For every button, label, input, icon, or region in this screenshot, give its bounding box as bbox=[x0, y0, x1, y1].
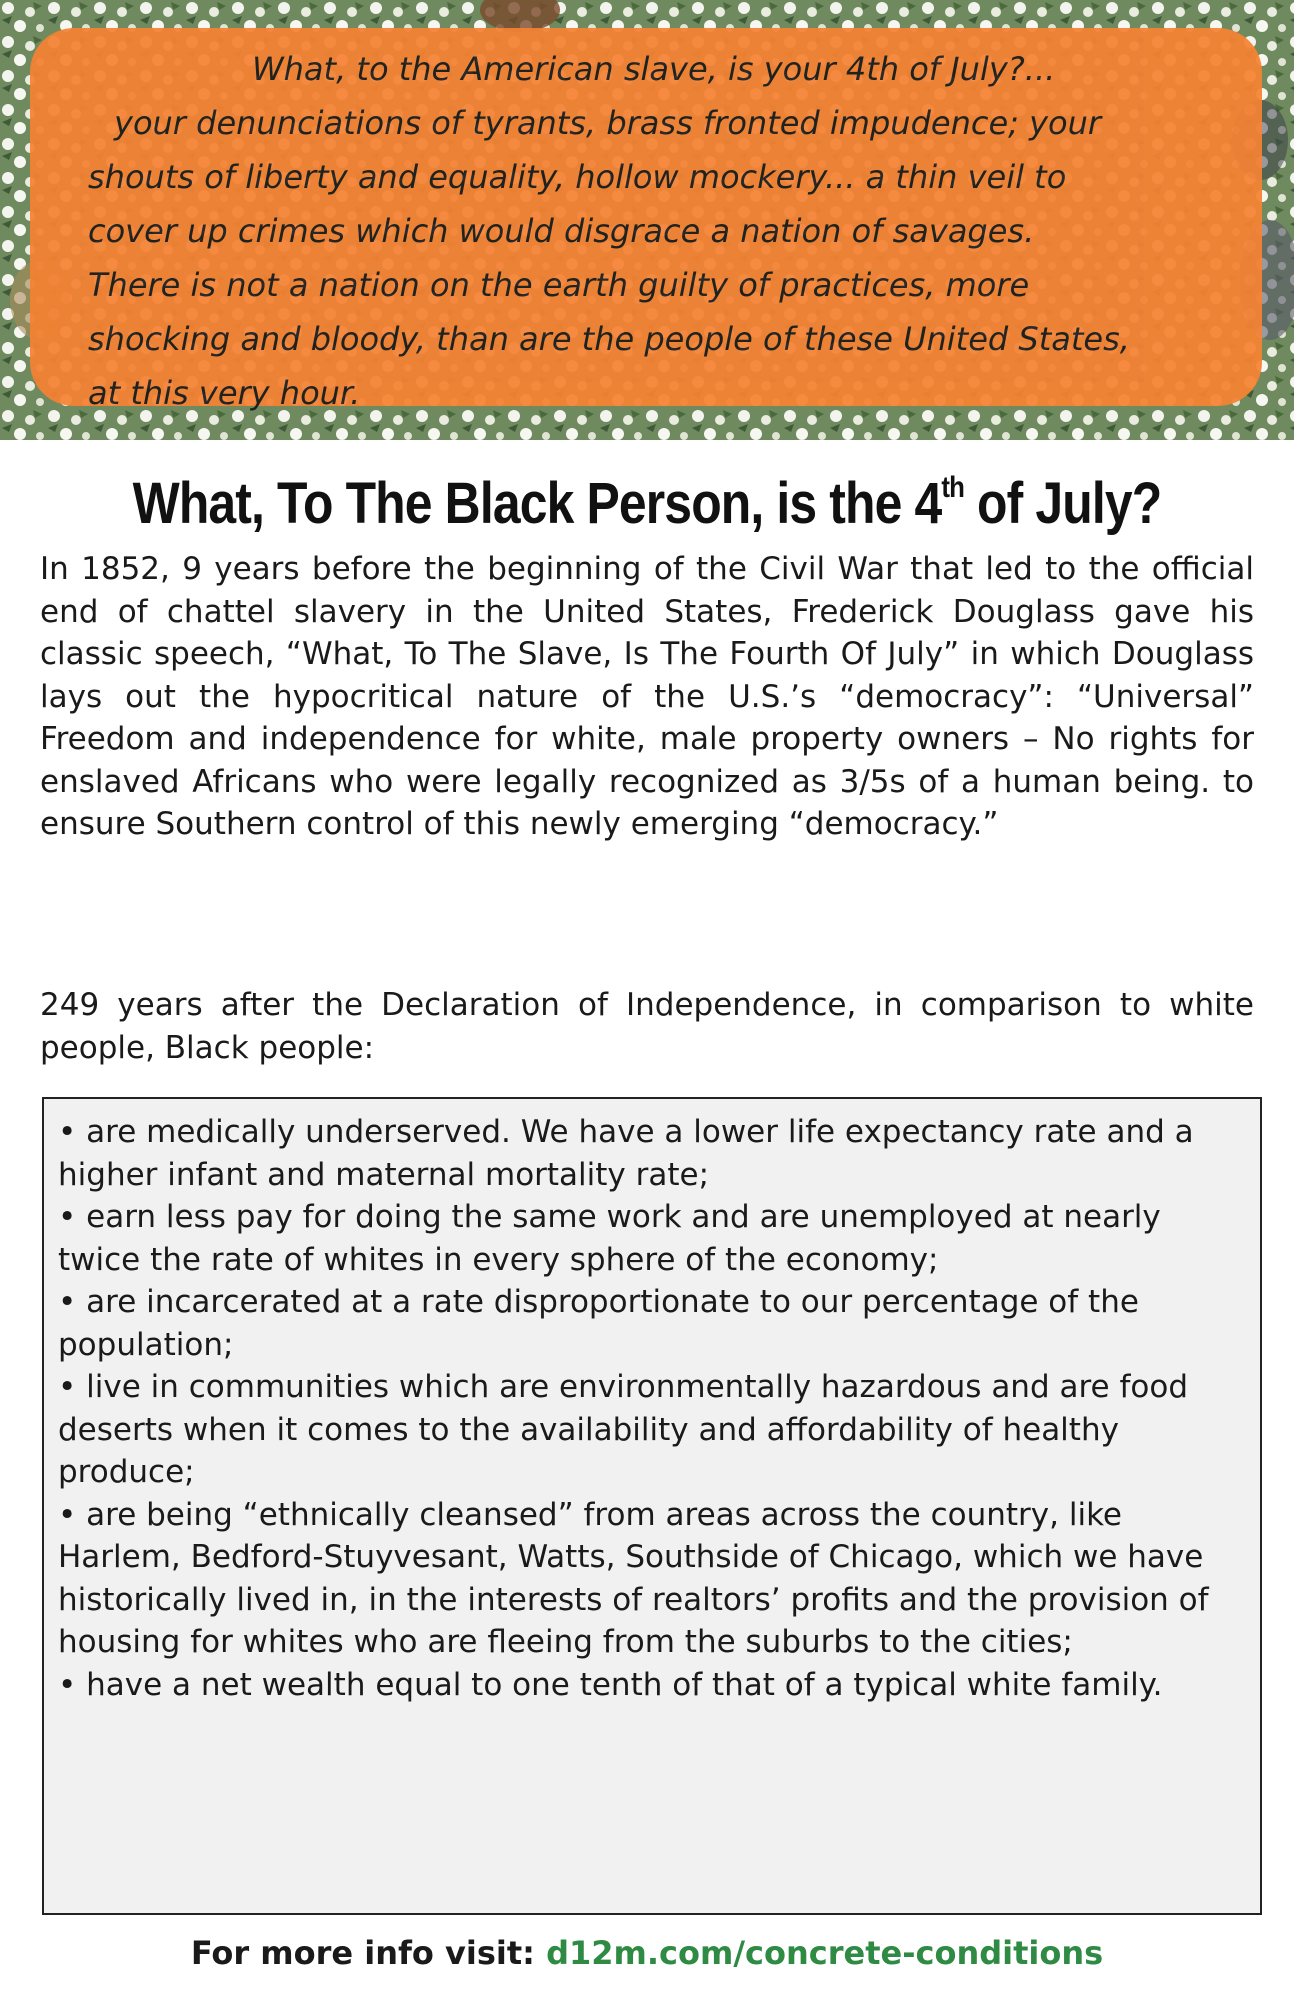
quote-line: shocking and bloody, than are the people of these United States, bbox=[88, 320, 1130, 358]
quote-line: What, to the American slave, is your 4th of July?... bbox=[252, 50, 1056, 88]
intro-paragraph: In 1852, 9 years before the beginning of the Civil War that led to the official end of chattel slavery in the United States, Frederick Douglass gave his classic speech, “What, To The Slave, Is The Fourth Of July” in which Douglass lays out the hypocritical nature of the U.S.’s “democracy”: “Universal” Freedom and independence for white, male property owners – No rights for enslaved Africans who were legally recognized as 3/5s of a human being. to ensure Southern control of this newly emerging “democracy.” bbox=[40, 551, 1254, 842]
quote-line: shouts of liberty and equality, hollow mockery... a thin veil to bbox=[88, 158, 1067, 196]
title-tail: of July? bbox=[964, 471, 1162, 536]
list-item: • are medically underserved. We have a lower life expectancy rate and a higher infant and maternal mortality rate; bbox=[58, 1114, 1194, 1193]
list-item: • have a net wealth equal to one tenth of that of a typical white family. bbox=[58, 1666, 1163, 1703]
list-item: • live in communities which are environmentally hazardous and are food deserts when it comes to the availability and affordability of healthy produce; bbox=[58, 1369, 1189, 1490]
quote-line: cover up crimes which would disgrace a nation of savages. bbox=[88, 212, 1035, 250]
title-main: What, To The Black Person, is the 4 bbox=[132, 471, 942, 536]
page-title bbox=[91, 448, 1204, 544]
quote-line: There is not a nation on the earth guilty of practices, more bbox=[88, 266, 1030, 304]
quote-line: at this very hour. bbox=[88, 374, 361, 412]
footer-label: For more info visit: bbox=[190, 1934, 535, 1972]
comparison-lead: 249 years after the Declaration of Independence, in comparison to white people, Black people: bbox=[40, 987, 1254, 1066]
footer bbox=[0, 1928, 1294, 1978]
list-item: • earn less pay for doing the same work and are unemployed at nearly twice the rate of whites in every sphere of the economy; bbox=[58, 1199, 1161, 1278]
quote-line: your denunciations of tyrants, brass fronted impudence; your bbox=[114, 104, 1102, 142]
footer-link[interactable]: d12m.com/concrete-conditions bbox=[546, 1934, 1104, 1972]
hero-banner bbox=[0, 0, 1294, 440]
title-superscript: th bbox=[941, 471, 965, 504]
quote-box bbox=[30, 28, 1262, 412]
list-item: • are being “ethnically cleansed” from areas across the country, like Harlem, Bedford-Stuyvesant, Watts, Southside of Chicago, which we have historically lived in, in the interests of realtors’ profits and the provision of housing for whites who are fleeing from the suburbs to the cities; bbox=[58, 1496, 1209, 1660]
disparities-list bbox=[42, 1097, 1262, 1915]
list-item: • are incarcerated at a rate disproportionate to our percentage of the population; bbox=[58, 1284, 1139, 1363]
